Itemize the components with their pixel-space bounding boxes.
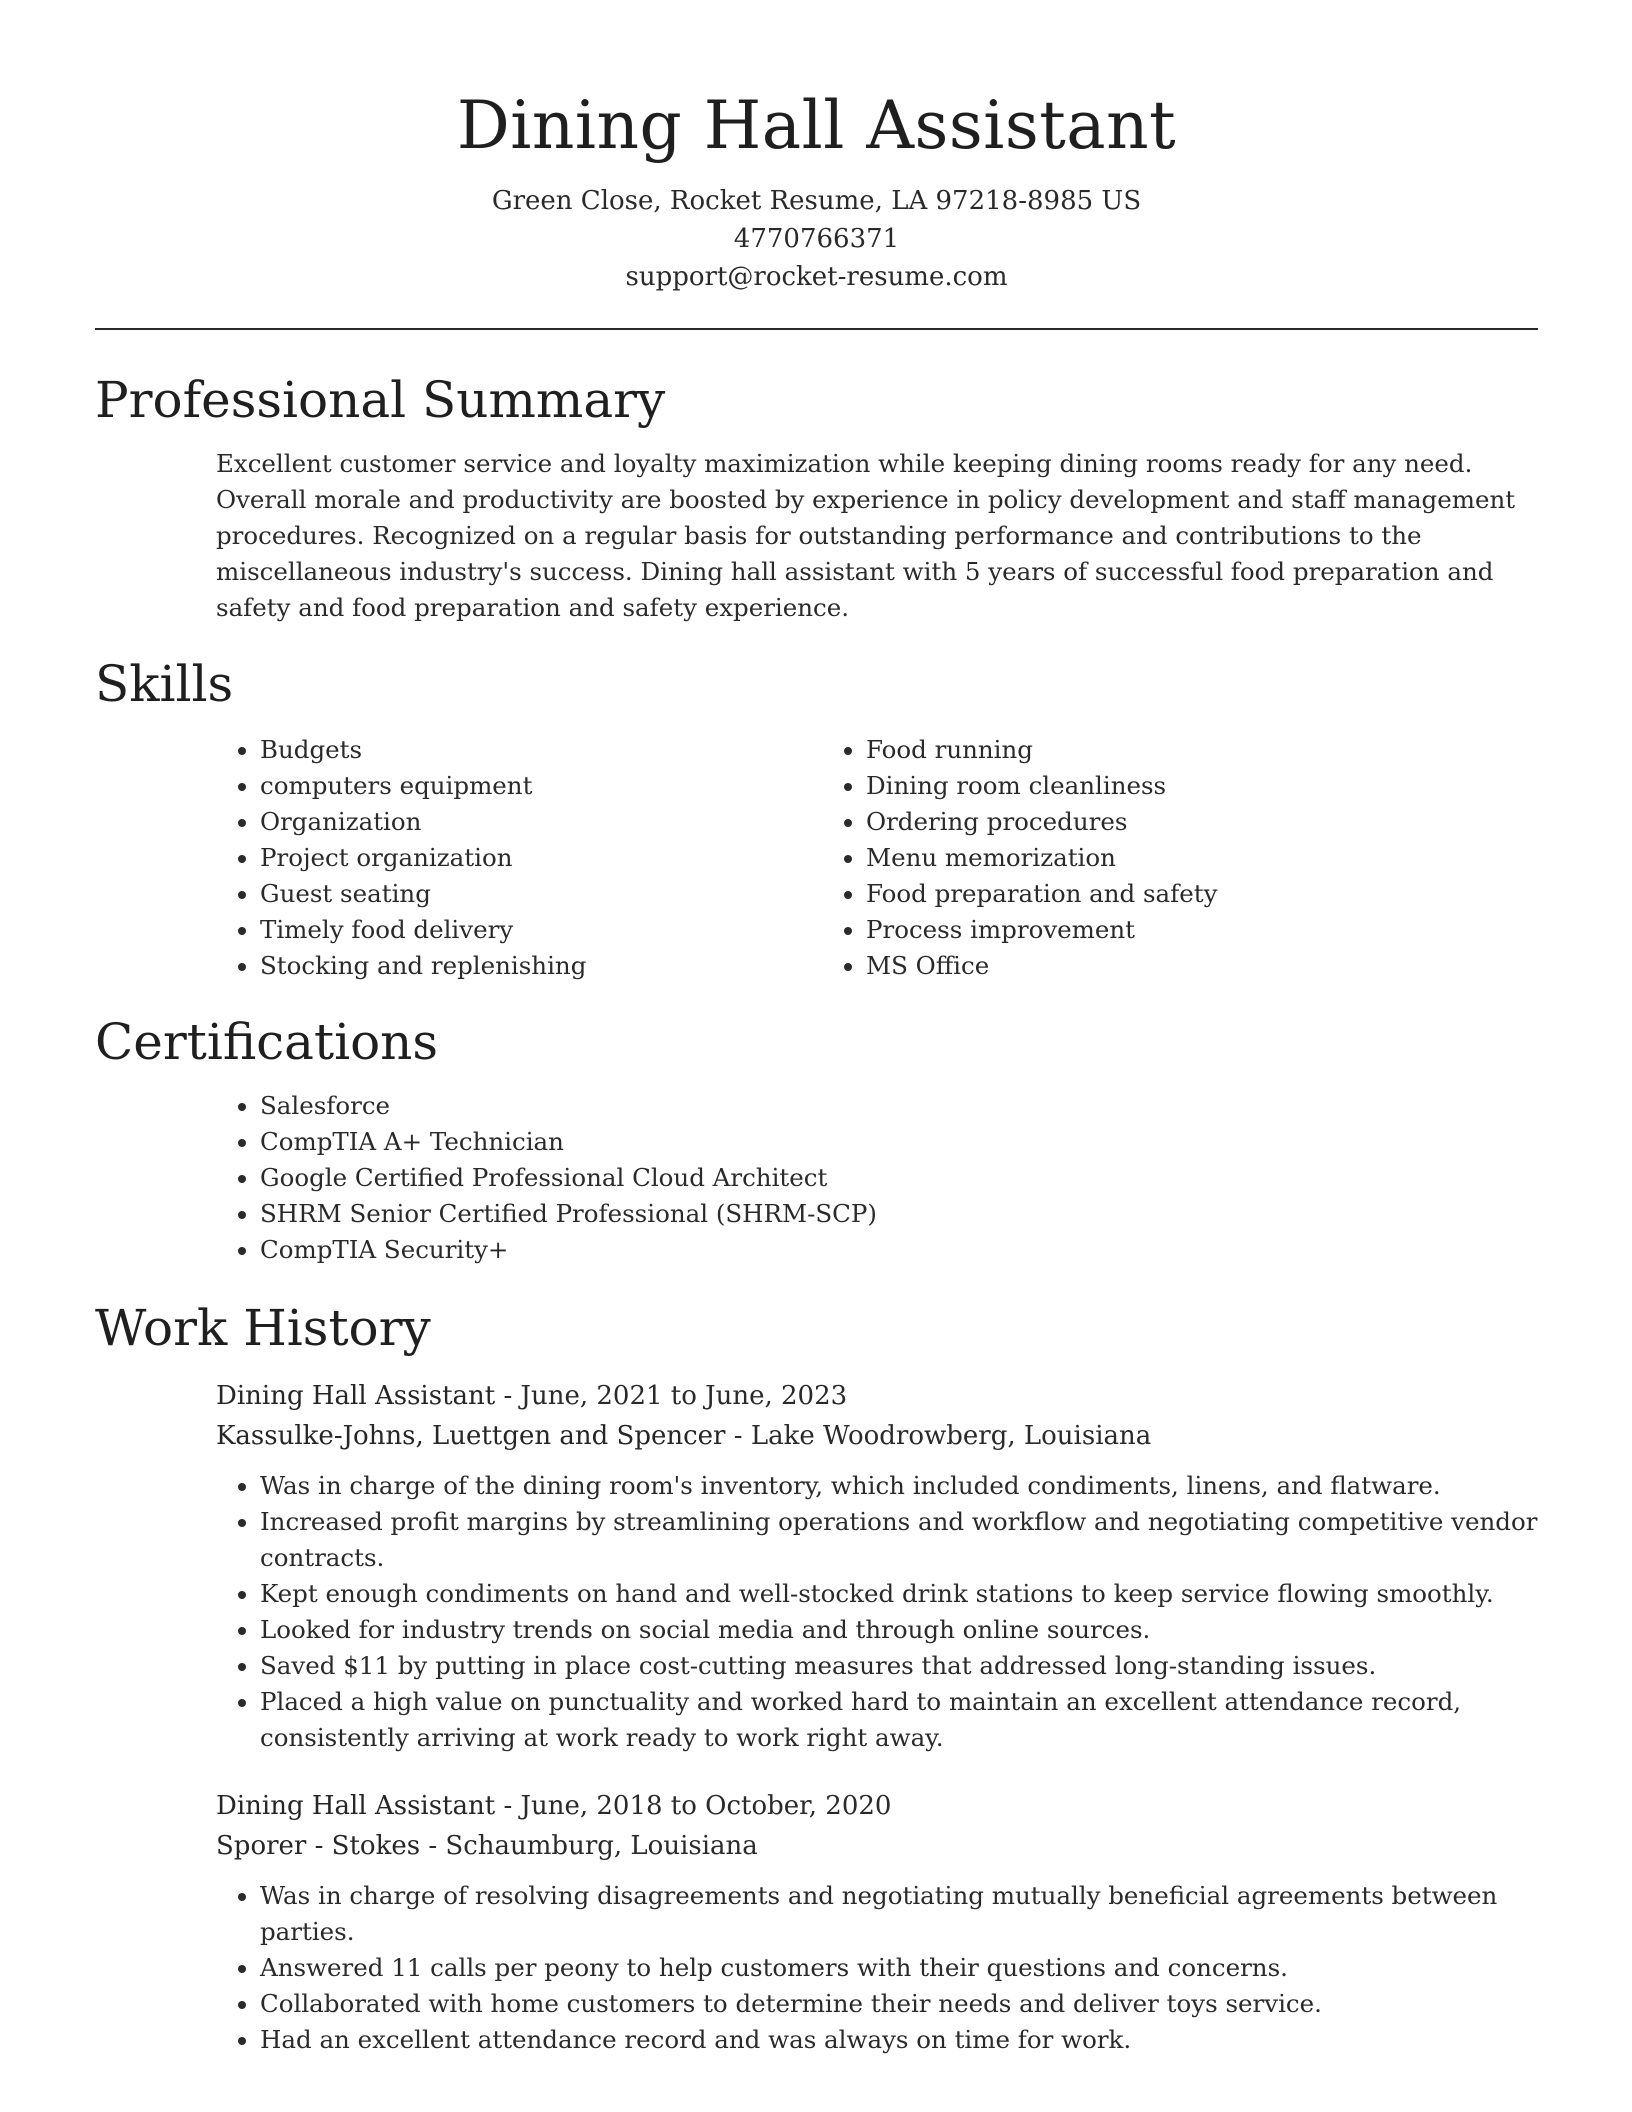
certification-item: • CompTIA Security+ (260, 1232, 1538, 1268)
job-location: Schaumburg, Louisiana (445, 1831, 758, 1861)
job-dates: June, 2018 to October, 2020 (520, 1791, 892, 1821)
job-bullet: • Placed a high value on punctuality and worked hard to maintain an excellent attendance record, consistently arriving at work ready to work right away. (260, 1684, 1538, 1756)
work-history-heading: Work History (95, 1299, 431, 1357)
job-company-line (216, 1416, 1538, 1456)
skill-item: • Dining room cleanliness (866, 768, 1472, 804)
skill-item: • Process improvement (866, 912, 1472, 948)
skill-item: • Food running (866, 732, 1472, 768)
job-bullet: • Collaborated with home customers to determine their needs and deliver toys service. (260, 1986, 1538, 2022)
skill-item: • MS Office (866, 948, 1472, 984)
skill-item: • Budgets (260, 732, 822, 768)
job-bullets (216, 1878, 1538, 2058)
contact-email: support@rocket-resume.com (625, 262, 1008, 292)
contact-info (95, 182, 1538, 296)
job-location: Lake Woodrowberg, Louisiana (750, 1421, 1152, 1451)
certification-item: • Salesforce (260, 1088, 1538, 1124)
job-bullet: • Answered 11 calls per peony to help customers with their questions and concerns. (260, 1950, 1538, 1986)
skills-list-left (216, 732, 822, 984)
summary-heading: Professional Summary (95, 371, 666, 429)
job-title-line (216, 1376, 1538, 1416)
job-company-line (216, 1826, 1538, 1866)
separator: - (725, 1421, 751, 1451)
job-title-line (216, 1786, 1538, 1826)
skills-heading: Skills (95, 655, 234, 713)
certification-item: • Google Certified Professional Cloud Architect (260, 1160, 1538, 1196)
skill-item: • Food preparation and safety (866, 876, 1472, 912)
job-bullet: • Kept enough condiments on hand and well-stocked drink stations to keep service flowing smoothly. (260, 1576, 1538, 1612)
skills-columns (216, 732, 1538, 984)
job-title: Dining Hall Assistant (216, 1791, 496, 1821)
separator: - (420, 1831, 446, 1861)
job-bullet: • Had an excellent attendance record and was always on time for work. (260, 2022, 1538, 2058)
resume-page (95, 0, 1538, 2058)
skill-item: • Organization (260, 804, 822, 840)
job-bullets (216, 1468, 1538, 1756)
job-entry (216, 1786, 1538, 2058)
skill-item: • computers equipment (260, 768, 822, 804)
job-bullet: • Was in charge of resolving disagreements and negotiating mutually beneficial agreements between parties. (260, 1878, 1538, 1950)
resume-name: Dining Hall Assistant (456, 87, 1177, 164)
skill-item: • Project organization (260, 840, 822, 876)
separator: - (495, 1791, 521, 1821)
skill-item: • Timely food delivery (260, 912, 822, 948)
contact-phone: 4770766371 (733, 224, 900, 254)
job-bullet: • Looked for industry trends on social media and through online sources. (260, 1612, 1538, 1648)
certification-item: • CompTIA A+ Technician (260, 1124, 1538, 1160)
certifications-list (216, 1088, 1538, 1268)
job-bullet: • Increased profit margins by streamlining operations and workflow and negotiating competitive vendor contracts. (260, 1504, 1538, 1576)
skill-item: • Ordering procedures (866, 804, 1472, 840)
job-dates: June, 2021 to June, 2023 (520, 1381, 848, 1411)
job-bullet: • Was in charge of the dining room's inventory, which included condiments, linens, and flatware. (260, 1468, 1538, 1504)
summary-text: Excellent customer service and loyalty maximization while keeping dining rooms ready for any need. Overall morale and productivity are boosted by experience in policy development and staff management procedures. Recognized on a regular basis for outstanding performance and contributions to the miscellaneous industry's success. Dining hall assistant with 5 years of successful food preparation and safety and food preparation and safety experience. (216, 449, 1516, 622)
job-company: Sporer - Stokes (216, 1831, 421, 1861)
job-title: Dining Hall Assistant (216, 1381, 496, 1411)
job-bullet: • Saved $11 by putting in place cost-cutting measures that addressed long-standing issues. (260, 1648, 1538, 1684)
certifications-heading: Certifications (95, 1013, 439, 1071)
skills-list-right (822, 732, 1472, 984)
separator: - (495, 1381, 521, 1411)
skill-item: • Menu memorization (866, 840, 1472, 876)
job-entry (216, 1376, 1538, 1756)
certification-item: • SHRM Senior Certified Professional (SHRM-SCP) (260, 1196, 1538, 1232)
job-company: Kassulke-Johns, Luettgen and Spencer (216, 1421, 726, 1451)
header-divider (95, 328, 1538, 330)
skill-item: • Stocking and replenishing (260, 948, 822, 984)
contact-address: Green Close, Rocket Resume, LA 97218-8985 US (491, 186, 1142, 216)
certifications-block (216, 1088, 1538, 1268)
skill-item: • Guest seating (260, 876, 822, 912)
